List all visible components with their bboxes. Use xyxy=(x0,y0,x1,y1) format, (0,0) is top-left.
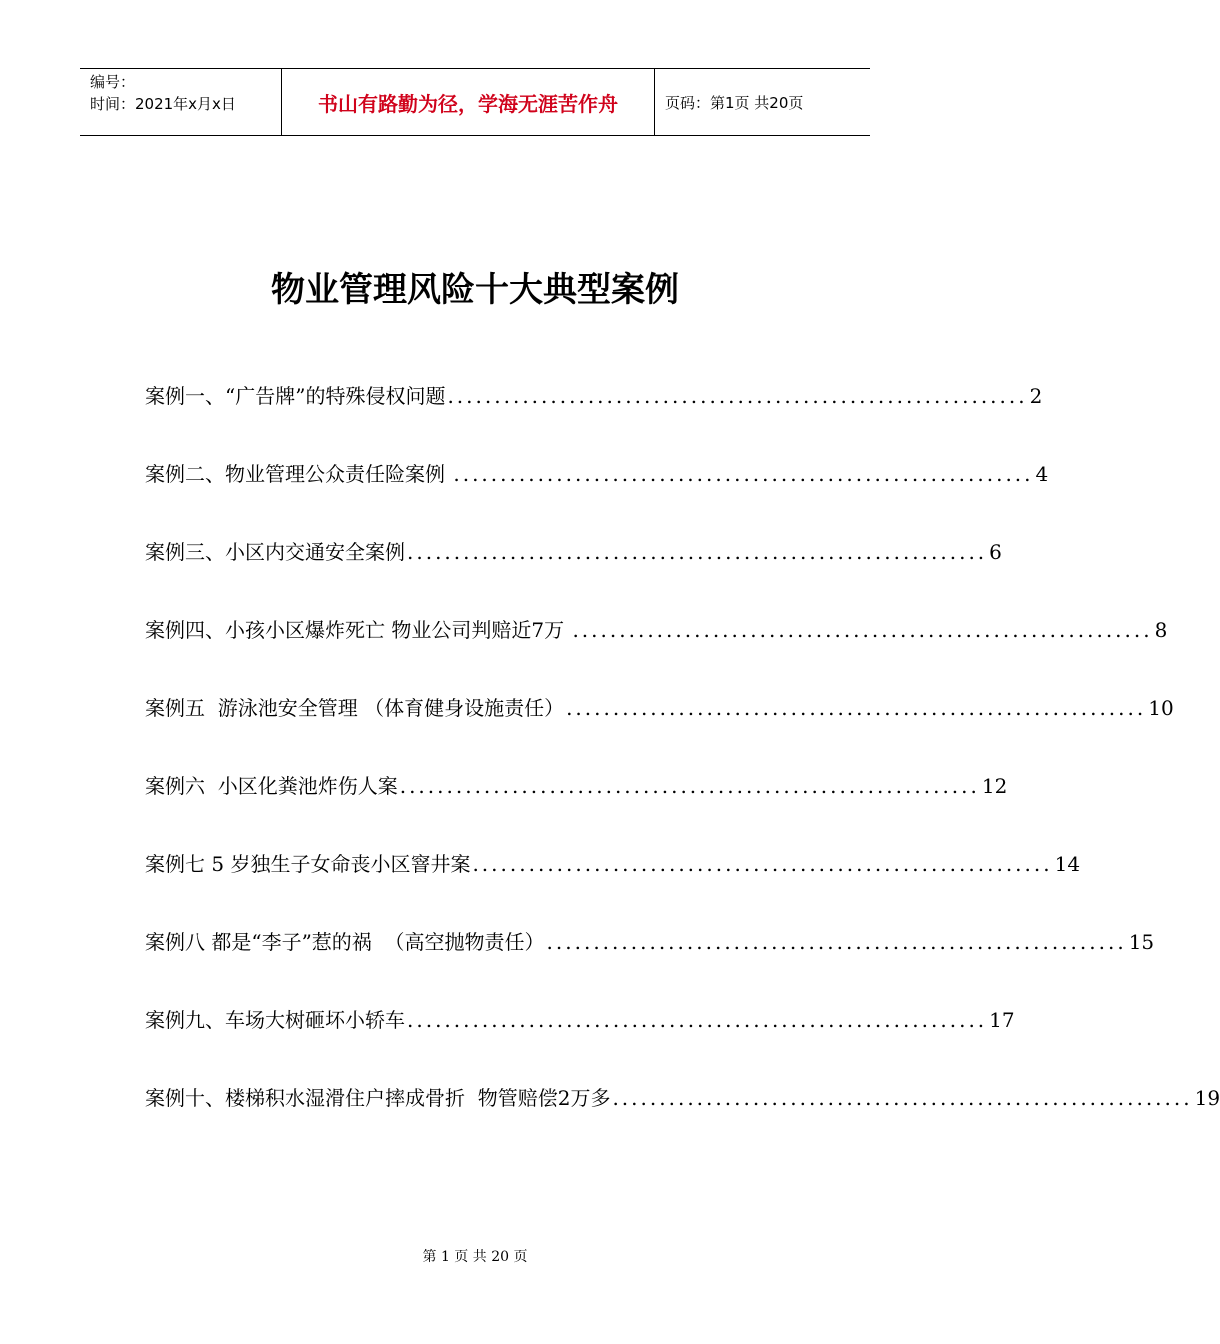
toc-leader-dots: .............................................................. xyxy=(447,384,1028,408)
toc-leader-dots: .............................................................. xyxy=(566,696,1147,720)
toc-entry-page: 6 xyxy=(989,540,1002,564)
toc-entry-label: 案例十、楼梯积水湿滑住户摔成骨折 物管赔偿2万多 xyxy=(145,1086,611,1110)
toc-entry[interactable] xyxy=(145,848,1081,882)
toc-leader-dots: .............................................................. xyxy=(546,930,1127,954)
header-motto: 书山有路勤为径，学海无涯苦作舟 xyxy=(282,69,655,135)
toc-entry-page: 12 xyxy=(981,774,1008,798)
page-footer: 第 1 页 共 20 页 xyxy=(422,1249,528,1265)
toc-entry-page: 15 xyxy=(1128,930,1155,954)
toc-entry-page: 10 xyxy=(1148,696,1174,720)
header-page-info: 页码：第1页 共20页 xyxy=(665,93,804,112)
toc-entry[interactable] xyxy=(145,1004,1015,1038)
toc-leader-dots: .............................................................. xyxy=(407,1008,988,1032)
toc-leader-dots: .............................................................. xyxy=(407,540,988,564)
toc-entry-page: 2 xyxy=(1029,384,1043,408)
toc-entry-label: 案例六 小区化粪池炸伤人案 xyxy=(145,774,398,798)
toc-leader-dots: .............................................................. xyxy=(612,1086,1193,1110)
document-title: 物业管理风险十大典型案例 xyxy=(271,270,679,310)
toc-entry[interactable] xyxy=(145,926,1155,960)
toc-entry-label: 案例七 5 岁独生子女命丧小区窨井案 xyxy=(145,852,471,876)
toc-entry-label: 案例八 都是“李子”惹的祸 （高空抛物责任） xyxy=(145,930,545,954)
code-label: 编号： xyxy=(90,73,136,91)
toc-entry-label: 案例五 游泳池安全管理 （体育健身设施责任） xyxy=(145,696,565,720)
toc-entry[interactable] xyxy=(145,1082,1220,1116)
header-meta xyxy=(80,69,282,135)
toc-entry-page: 14 xyxy=(1054,852,1081,876)
toc-leader-dots: .............................................................. xyxy=(472,852,1053,876)
date-label: 时间：2021年x月x日 xyxy=(90,95,236,113)
toc-leader-dots: .............................................................. xyxy=(453,462,1034,486)
toc-entry-label: 案例一、“广告牌”的特殊侵权问题 xyxy=(145,384,446,408)
toc-entry-label: 案例三、小区内交通安全案例 xyxy=(145,540,405,564)
toc-leader-dots: .............................................................. xyxy=(399,774,980,798)
toc-entry[interactable] xyxy=(145,770,1008,804)
toc-entry[interactable] xyxy=(145,536,1002,570)
toc-entry-label: 案例四、小孩小区爆炸死亡 物业公司判赔近7万 xyxy=(145,618,571,642)
toc-entry[interactable] xyxy=(145,692,1174,726)
toc-entry-page: 4 xyxy=(1035,462,1049,486)
toc-entry-label: 案例二、物业管理公众责任险案例 xyxy=(145,462,452,486)
toc-entry-page: 19 xyxy=(1194,1086,1220,1110)
toc-entry-label: 案例九、车场大树砸坏小轿车 xyxy=(145,1008,405,1032)
toc-entry-page: 8 xyxy=(1154,618,1168,642)
toc-entry[interactable] xyxy=(145,380,1043,414)
page-header xyxy=(80,68,870,136)
toc-leader-dots: .............................................................. xyxy=(572,618,1153,642)
toc-entry-page: 17 xyxy=(989,1008,1015,1032)
toc-entry[interactable] xyxy=(145,614,1168,648)
toc-entry[interactable] xyxy=(145,458,1049,492)
